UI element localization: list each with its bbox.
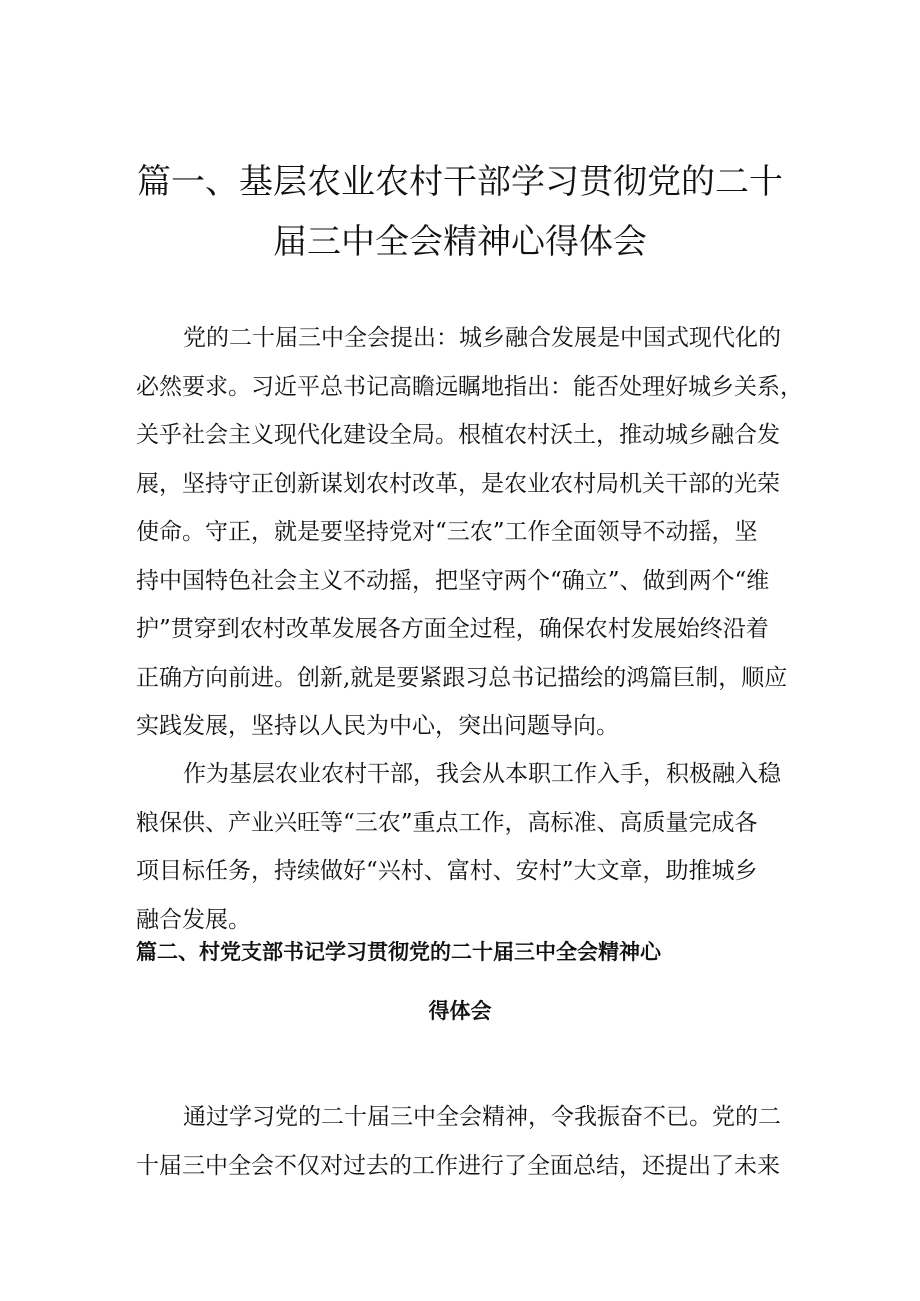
text-line: 关乎社会主义现代化建设全局。根植农村沃土，推动城乡融合发 [136, 422, 780, 448]
text-line: 持中国特色社会主义不动摇，把坚守两个“确立”、做到两个“维 [136, 567, 770, 594]
section2-title-line: 篇二、村党支部书记学习贯彻党的二十届三中全会精神心 [136, 940, 661, 964]
text-line: 护”贯穿到农村改革发展各方面全过程，确保农村发展始终沿着 [136, 616, 769, 642]
section2-title-line: 得体会 [428, 999, 492, 1023]
section1-paragraph-2 [136, 750, 796, 944]
text-line: 粮保供、产业兴旺等“三农”重点工作，高标准、高质量完成各 [136, 809, 758, 836]
section1-paragraph-1 [136, 314, 803, 751]
text-line: 作为基层农业农村干部，我会从本职工作入手，积极融入稳 [183, 761, 781, 787]
text-line: 通过学习党的二十届三中全会精神，令我振奋不已。党的二 [183, 1104, 781, 1130]
section2-paragraph [136, 1093, 796, 1190]
text-line: 必然要求。习近平总书记高瞻远瞩地指出：能否处理好城乡关系， [136, 373, 803, 400]
text-line: 十届三中全会不仅对过去的工作进行了全面总结，还提出了未来 [136, 1152, 780, 1179]
text-line: 实践发展，坚持以人民为中心，突出问题导向。 [136, 713, 619, 739]
text-line: 使命。守正，就是要坚持党对“三农”工作全面领导不动摇，坚 [136, 519, 758, 545]
section1-title-line: 届三中全会精神心得体会 [273, 222, 647, 262]
text-line: 党的二十届三中全会提出：城乡融合发展是中国式现代化的 [183, 325, 781, 351]
text-line: 融合发展。 [136, 906, 251, 933]
text-line: 项目标任务，持续做好“兴村、富村、安村”大文章，助推城乡 [136, 858, 758, 884]
text-line: 展，坚持守正创新谋划农村改革，是农业农村局机关干部的光荣 [136, 470, 780, 497]
section1-title [100, 152, 820, 272]
text-line: 正确方向前进。创新,就是要紧跟习总书记描绘的鸿篇巨制，顺应 [136, 664, 788, 691]
section1-title-line: 篇一、基层农业农村干部学习贯彻党的二十 [137, 162, 783, 202]
